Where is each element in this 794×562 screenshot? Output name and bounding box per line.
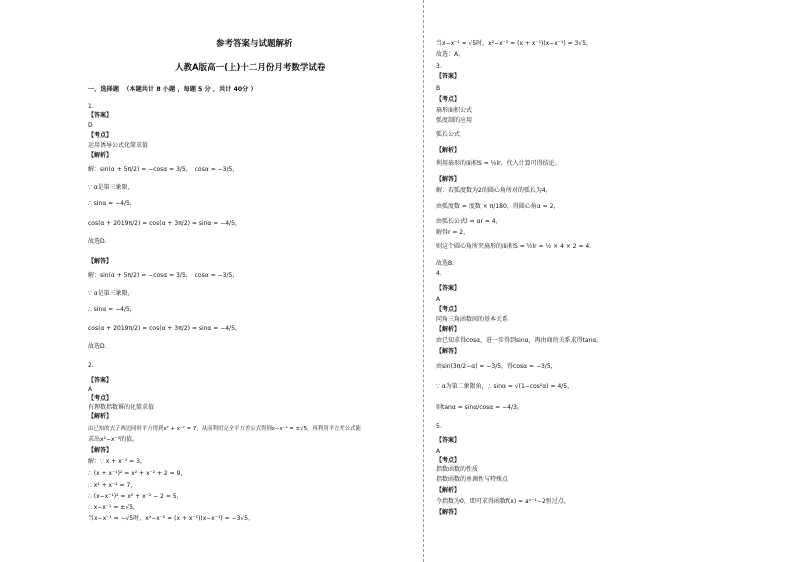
q2-answer-tag: 【答案】: [88, 377, 113, 384]
q3-analysis-tag: 【解析】: [436, 147, 461, 154]
q5-answer-tag: 【答案】: [436, 437, 461, 444]
q5-point-tag: 【考点】: [436, 457, 461, 464]
q3-number: 3.: [436, 63, 442, 70]
column-divider: [423, 0, 424, 562]
q3-solution-line: 解得r = 2，: [436, 229, 470, 236]
q5-point: 指数函数的单调性与特殊点: [436, 476, 509, 483]
q2-solution-line: 当x−x⁻¹ = −√5时，x²−x⁻² = (x + x⁻¹)(x−x⁻¹) = −3√5，: [88, 515, 255, 522]
q1-solution-line: 故选D.: [88, 343, 107, 350]
q4-solution-line: 由sin(3π/2−α) = −3/5，得cosα = −3/5，: [436, 363, 557, 370]
section-label: 一、选择题: [88, 86, 119, 93]
q5-solution-tag: 【解答】: [436, 509, 461, 516]
q2-solution-line: 当x−x⁻¹ = √5时，x²−x⁻² = (x + x⁻¹)(x−x⁻¹) = 3√5，: [436, 40, 593, 47]
q2-point: 有理数指数幂的化简求值: [88, 404, 155, 411]
q1-solution-line: ∴ sinα = −4/5，: [88, 306, 136, 313]
q2-solution-line: 故选：A。: [436, 51, 465, 58]
q2-solution-line: ∴ x² + x⁻² = 7，: [88, 482, 137, 489]
q2-solution-line: ∴ (x−x⁻¹)² = x² + x⁻² − 2 = 5，: [88, 493, 183, 500]
q4-point: 同角三角函数间的基本关系: [436, 316, 509, 323]
q1-solution-line: 解：sin(α + 5π/2) = −cosα = 3/5， cosα = −3/5，: [88, 272, 239, 279]
q1-analysis-line: ∵ α是第三象限，: [88, 184, 134, 191]
q2-number: 2.: [88, 362, 94, 369]
section-heading: [88, 86, 257, 93]
q1-analysis-line: 解：sin(α + 5π/2) = −cosα = 3/5， cosα = −3/5，: [88, 166, 239, 173]
page-subtitle: 人教A版高一(上)十二月份月考数学试卷: [175, 63, 326, 73]
q1-analysis-tag: 【解析】: [88, 152, 113, 159]
q2-answer: A: [88, 386, 93, 393]
q1-solution-line: ∵ α是第三象限，: [88, 290, 134, 297]
q4-answer-tag: 【答案】: [436, 285, 461, 292]
q1-solution-line: cos(α + 2019π/2) = cos(α + 3π/2) = sinα = −4/5，: [88, 325, 241, 332]
q3-point: 扇形面积公式: [436, 107, 473, 114]
q3-answer: B: [436, 85, 441, 92]
q1-point-tag: 【考点】: [88, 132, 113, 139]
q5-point: 指数函数的性质: [436, 466, 479, 473]
q1-point: 运用诱导公式化简求值: [88, 142, 149, 149]
q4-answer: A: [436, 296, 441, 303]
q2-analysis-tag: 【解析】: [88, 413, 113, 420]
q3-point: 弧度制的应用: [436, 117, 473, 124]
q2-solution-line: ∴ (x + x⁻¹)² = x² + x⁻² + 2 = 9，: [88, 470, 187, 477]
q4-number: 4.: [436, 270, 442, 277]
q2-analysis-line: 由已知的式子两边同时平方得到x² + x⁻² = 7，从而利用完全平方差公式得到x−x⁻¹ = ±√5，再利用平方差公式能: [88, 426, 361, 432]
q3-analysis-line: 利用扇形的面积S = ½lr，代入计算可得结论。: [436, 160, 561, 167]
q4-analysis-tag: 【解析】: [436, 326, 461, 333]
q2-solution-line: 解：∵ x + x⁻¹ = 3，: [88, 458, 146, 465]
page-title: 参考答案与试题解析: [216, 39, 293, 49]
q4-solution-line: ∵ α为第二象限角，∴ sinα = √(1−cos²α) = 4/5，: [436, 383, 574, 390]
q3-solution-line: 由弧度数 = 度数 × π/180，得圆心角α = 2，: [436, 203, 560, 210]
q3-answer-tag: 【答案】: [436, 73, 461, 80]
q3-solution-tag: 【解答】: [436, 176, 461, 183]
q1-answer-tag: 【答案】: [88, 112, 113, 119]
q3-solution-line: 故选B.: [436, 260, 455, 267]
q4-analysis-line: 由已知求得cosα，进一步得到sinα，再由商的关系求得tanα。: [436, 337, 603, 344]
q5-analysis-tag: 【解析】: [436, 487, 461, 494]
q3-solution-line: 解：若弧度数为2的圆心角所对的弧长为4，: [436, 187, 552, 194]
q5-analysis-line: 令指数为0，即可求得函数f(x) = aˣ⁻¹−2恒过点。: [436, 498, 570, 505]
q2-solution-tag: 【解答】: [88, 447, 113, 454]
q3-point-tag: 【考点】: [436, 96, 461, 103]
q4-solution-line: 则tanα = sinα/cosα = −4/3。: [436, 404, 523, 411]
q5-answer: A: [436, 448, 441, 455]
q1-analysis-line: cos(α + 2019π/2) = cos(α + 3π/2) = sinα = −4/5，: [88, 220, 241, 227]
q3-point: 弧长公式: [436, 131, 461, 138]
q3-solution-line: 由弧长公式l = αr = 4，: [436, 218, 502, 225]
section-description: （本题共计 8 小题 ，每题 5 分 ，共计 40分 ）: [123, 86, 257, 93]
q2-solution-line: ∴ x−x⁻¹ = ±√5，: [88, 504, 139, 511]
q4-solution-tag: 【解答】: [436, 348, 461, 355]
q2-analysis-line: 求出x²−x⁻²的值。: [88, 436, 139, 443]
q2-point-tag: 【考点】: [88, 395, 113, 402]
q3-solution-line: 则这个圆心角所夹扇形的面积S = ½lr = ½ × 4 × 2 = 4.: [436, 243, 592, 250]
q1-analysis-line: 故选D.: [88, 238, 107, 245]
q4-point-tag: 【考点】: [436, 306, 461, 313]
q1-solution-tag: 【解答】: [88, 258, 113, 265]
q5-number: 5.: [436, 423, 442, 430]
q1-answer: D: [88, 122, 93, 129]
q1-analysis-line: ∴ sinα = −4/5，: [88, 200, 136, 207]
q1-number: 1.: [88, 103, 94, 110]
